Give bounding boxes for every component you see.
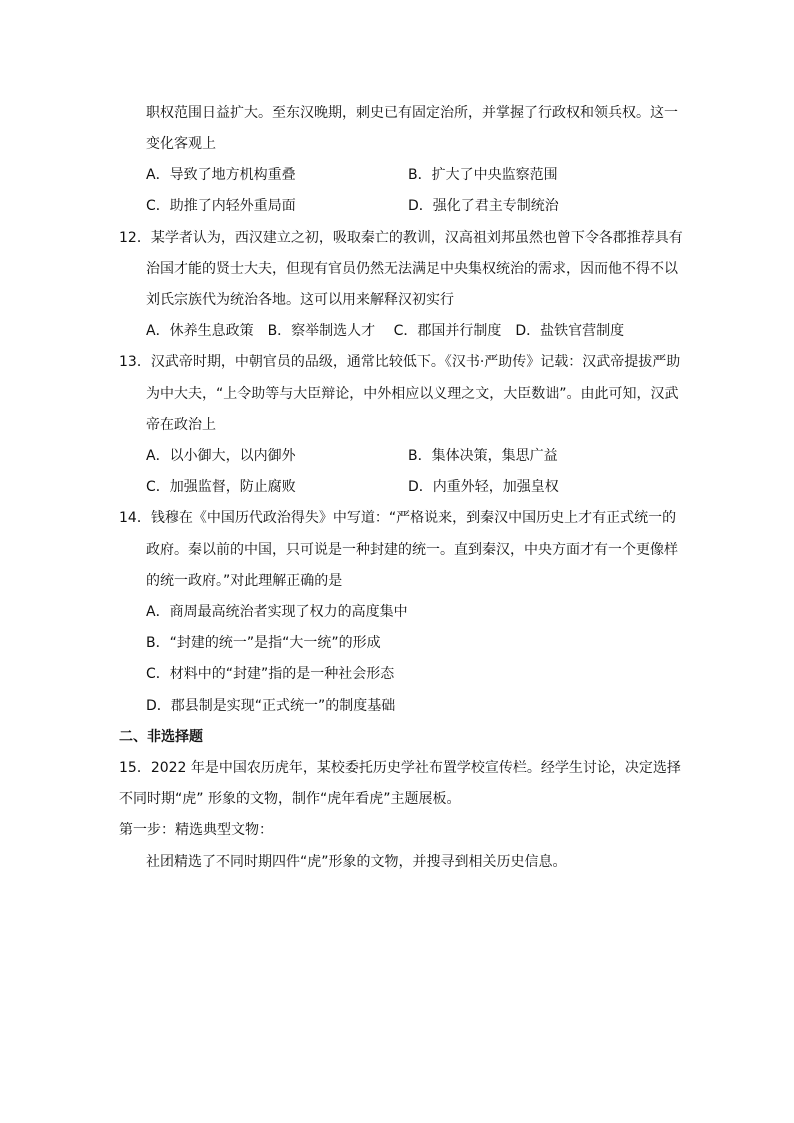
q15-stem-line-2: 不同时期“虎” 形象的文物，制作“虎年看虎”主题展板。 <box>119 791 461 807</box>
q15-stem-line-1: 15．2022 年是中国农历虎年，某校委托历史学社布置学校宣传栏。经学生讨论，决定选择 <box>119 760 681 776</box>
q14-option-b: B．“封建的统一”是指“大一统”的形成 <box>146 635 381 651</box>
q13-option-b: B．集体决策，集思广益 <box>408 448 558 464</box>
q14-stem-line-3: 的统一政府。”对此理解正确的是 <box>146 573 343 589</box>
q15-step-1-text: 社团精选了不同时期四件“虎”形象的文物，并搜寻到相关历史信息。 <box>146 854 567 870</box>
q11-option-a: A．导致了地方机构重叠 <box>146 167 296 183</box>
q12-stem-line-3: 刘氏宗族代为统治各地。这可以用来解释汉初实行 <box>146 292 454 308</box>
q13-option-c: C．加强监督，防止腐败 <box>146 479 296 495</box>
q13-stem-line-2: 为中大夫，“上令助等与大臣辩论，中外相应以义理之文，大臣数诎”。由此可知，汉武 <box>146 386 679 402</box>
q14-option-c: C．材料中的“封建”指的是一种社会形态 <box>146 666 395 682</box>
q14-option-d: D．郡县制是实现“正式统一”的制度基础 <box>146 698 396 714</box>
q13-stem-line-3: 帝在政治上 <box>146 417 216 433</box>
q13-option-d: D．内重外轻，加强皇权 <box>408 479 559 495</box>
q11-stem-line-2: 变化客观上 <box>146 136 216 152</box>
q12-options: A．休养生息政策 B．察举制选人才 C．郡国并行制度 D．盐铁官营制度 <box>146 323 625 339</box>
q14-stem-line-2: 政府。秦以前的中国，只可说是一种封建的统一。直到秦汉，中央方面才有一个更像样 <box>146 542 678 558</box>
q12-stem-line-1: 12．某学者认为，西汉建立之初，吸取秦亡的教训，汉高祖刘邦虽然也曾下令各郡推荐具有 <box>119 230 683 246</box>
q15-step-1: 第一步：精选典型文物： <box>119 822 273 838</box>
q14-stem-line-1: 14．钱穆在《中国历代政治得失》中写道：“严格说来，到秦汉中国历史上才有正式统一的 <box>119 510 677 526</box>
section-heading: 二、非选择题 <box>119 729 203 745</box>
q13-option-a: A．以小御大，以内御外 <box>146 448 296 464</box>
q11-option-c: C．助推了内轻外重局面 <box>146 198 296 214</box>
q11-option-d: D．强化了君主专制统治 <box>408 198 559 214</box>
q11-option-b: B．扩大了中央监察范围 <box>408 167 558 183</box>
q12-stem-line-2: 治国才能的贤士大夫，但现有官员仍然无法满足中央集权统治的需求，因而他不得不以 <box>146 261 678 277</box>
q14-option-a: A．商周最高统治者实现了权力的高度集中 <box>146 604 408 620</box>
q11-stem-line-1: 职权范围日益扩大。至东汉晚期，刺史已有固定治所，并掌握了行政权和领兵权。这一 <box>146 105 678 121</box>
q13-stem-line-1: 13．汉武帝时期，中朝官员的品级，通常比较低下。《汉书·严助传》记载：汉武帝提拔严助 <box>119 354 681 370</box>
